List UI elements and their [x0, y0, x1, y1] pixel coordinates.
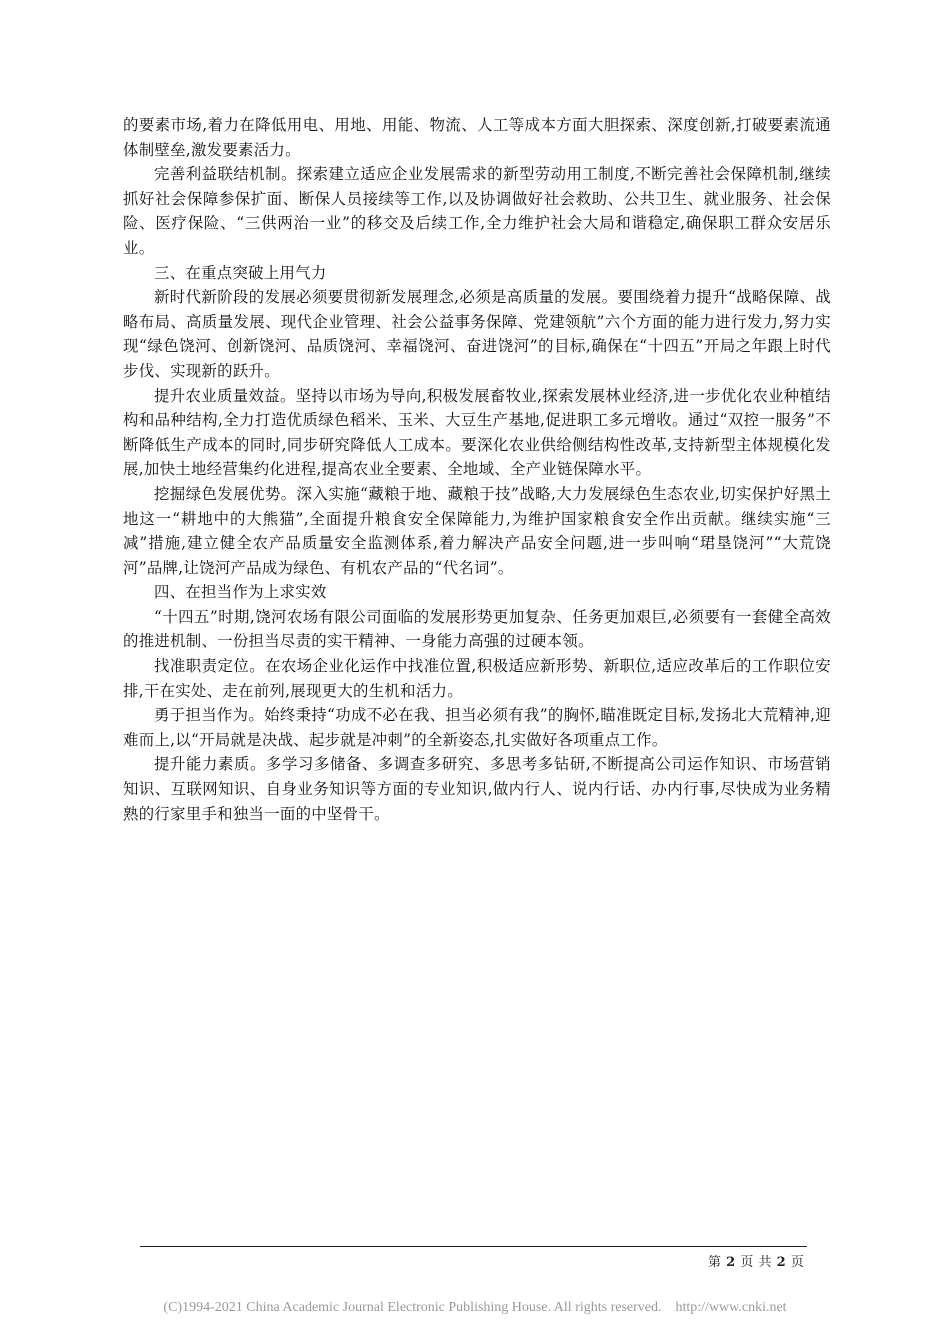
paragraph: 提升能力素质。多学习多储备、多调查多研究、多思考多钻研,不断提高公司运作知识、市场营销知识、互联网知识、自身业务知识等方面的专业知识,做内行人、说内行话、办内行事,尽快成为业务精熟的行家里手和独当一面的中坚骨干。: [123, 755, 831, 823]
section-heading: 三、在重点突破上用气力: [154, 263, 327, 282]
copyright-notice: (C)1994-2021 China Academic Journal Electronic Publishing House. All rights reserved. http://www.cnki.net: [163, 1300, 787, 1315]
paragraph: 挖掘绿色发展优势。深入实施“藏粮于地、藏粮于技”战略,大力发展绿色生态农业,切实保护好黑土地这一“耕地中的大熊猫”,全面提升粮食安全保障能力,为维护国家粮食安全作出贡献。继续实施“三减”措施,建立健全农产品质量安全监测体系,着力解决产品安全问题,进一步叫响“珺垦饶河”“大荒饶河”品牌,让饶河产品成为绿色、有机农产品的“代名词”。: [123, 484, 831, 577]
paragraph: 新时代新阶段的发展必须要贯彻新发展理念,必须是高质量的发展。要围绕着力提升“战略保障、战略布局、高质量发展、现代企业管理、社会公益事务保障、党建领航”六个方面的能力进行发力,努力实现“绿色饶河、创新饶河、品质饶河、幸福饶河、奋进饶河”的目标,确保在“十四五”开局之年跟上时代步伐、实现新的跃升。: [123, 288, 831, 380]
page-mid: 页 共: [740, 1255, 772, 1270]
page-total: 2: [776, 1255, 787, 1270]
page-suffix: 页: [790, 1255, 805, 1270]
paragraph: “十四五”时期,饶河农场有限公司面临的发展形势更加复杂、任务更加艰巨,必须要有一套健全高效的推进机制、一份担当尽责的实干精神、一身能力高强的过硬本领。: [123, 607, 831, 651]
page-number: [708, 1251, 804, 1270]
article-body: [123, 113, 831, 826]
paragraph: 提升农业质量效益。坚持以市场为导向,积极发展畜牧业,探索发展林业经济,进一步优化农业种植结构和品种结构,全力打造优质绿色稻米、玉米、大豆生产基地,促进职工多元增收。通过“双控一服务”不断降低生产成本的同时,同步研究降低人工成本。要深化农业供给侧结构性改革,支持新型主体规模化发展,加快土地经营集约化进程,提高农业全要素、全地域、全产业链保障水平。: [123, 386, 831, 479]
paragraph-continued: 的要素市场,着力在降低用电、用地、用能、物流、人工等成本方面大胆探索、深度创新,打破要素流通体制壁垒,激发要素活力。: [123, 116, 831, 159]
page-prefix: 第: [708, 1255, 722, 1270]
footer-divider: [140, 1246, 807, 1247]
paragraph: 完善利益联结机制。探索建立适应企业发展需求的新型劳动用工制度,不断完善社会保障机制,继续抓好社会保障参保扩面、断保人员接续等工作,以及协调做好社会救助、公共卫生、就业服务、社会保险、医疗保险、“三供两治一业”的移交及后续工作,全力维护社会大局和谐稳定,确保职工群众安居乐业。: [123, 165, 831, 257]
paragraph: 勇于担当作为。始终秉持“功成不必在我、担当必须有我”的胸怀,瞄准既定目标,发扬北大荒精神,迎难而上,以“开局就是决战、起步就是冲刺”的全新姿态,扎实做好各项重点工作。: [123, 706, 831, 749]
section-heading: 四、在担当作为上求实效: [154, 583, 327, 602]
paragraph: 找准职责定位。在农场企业化运作中找准位置,积极适应新形势、新职位,适应改革后的工作职位安排,干在实处、走在前列,展现更大的生机和活力。: [123, 657, 831, 700]
page-current: 2: [726, 1255, 736, 1270]
